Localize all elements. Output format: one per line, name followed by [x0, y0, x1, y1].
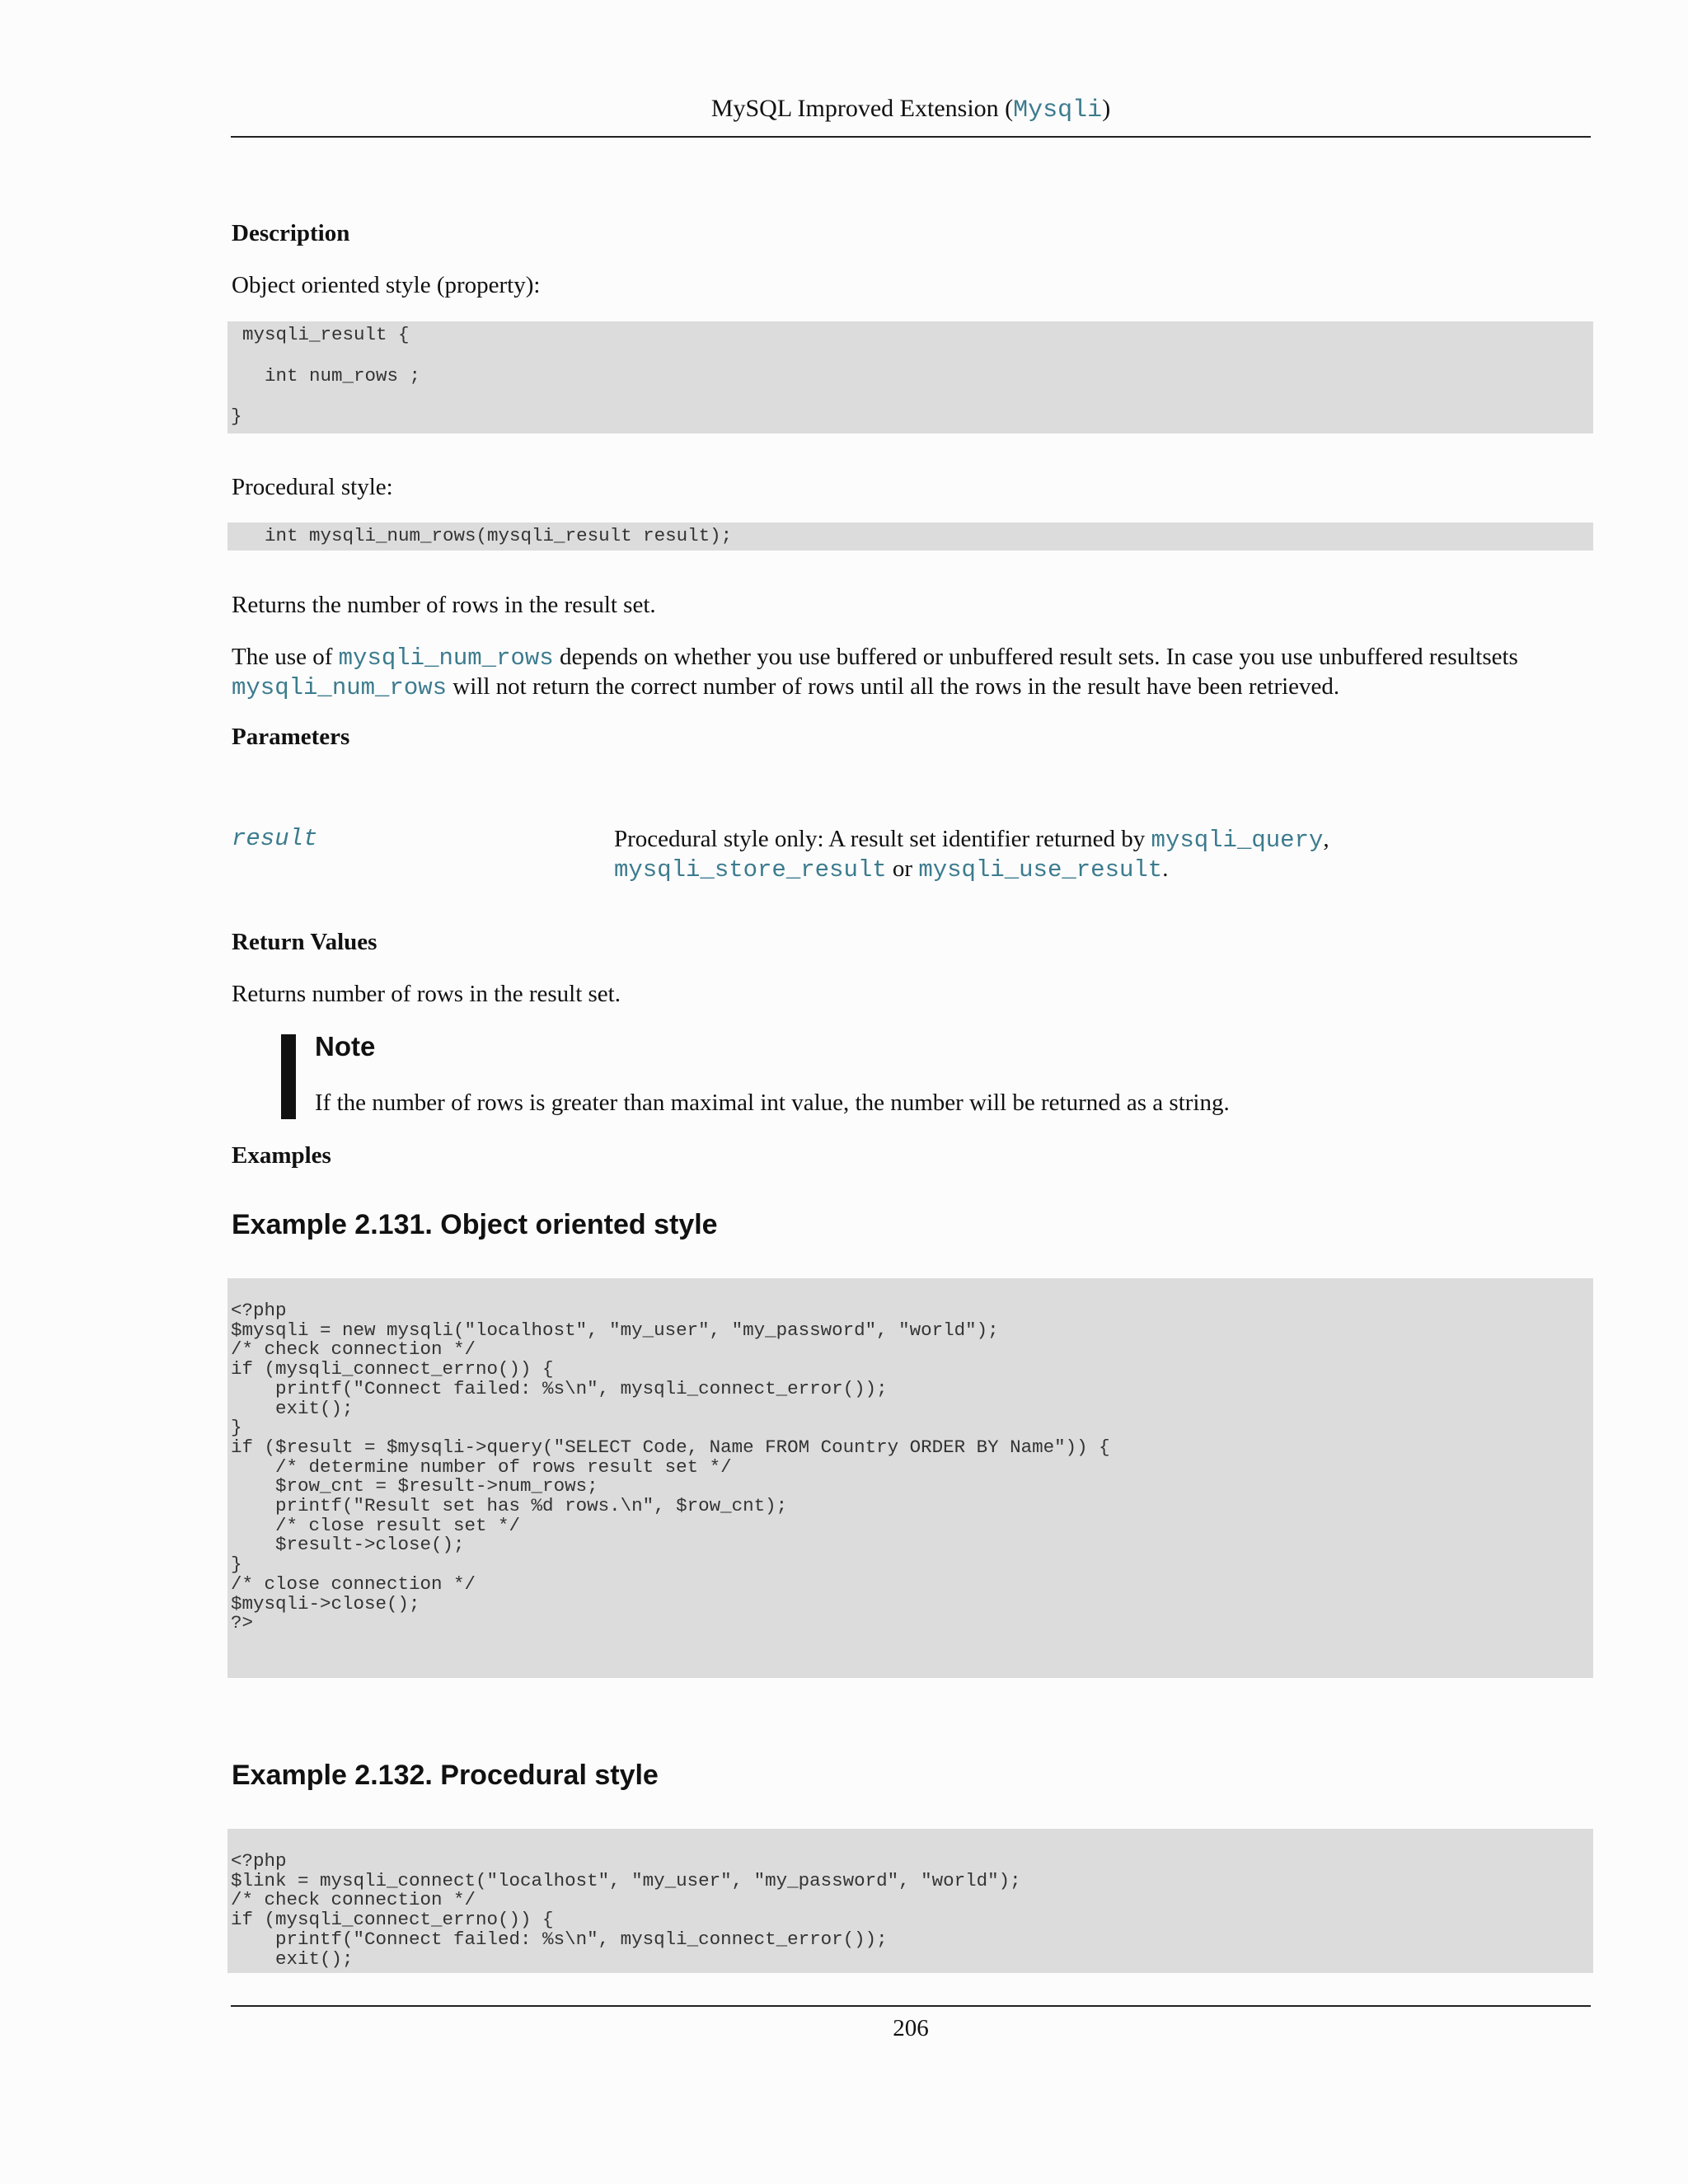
param-desc-text-2: , — [1323, 826, 1329, 852]
example-1-code-box — [227, 1278, 1593, 1678]
usage-text-1: The use of — [232, 644, 339, 670]
header-title-suffix: ) — [1102, 95, 1111, 122]
example-2-title: Example 2.132. Procedural style — [232, 1760, 659, 1791]
header-title-prefix: MySQL Improved Extension ( — [710, 95, 1014, 122]
param-desc-text-3: or — [886, 855, 919, 882]
usage-paragraph — [232, 643, 1592, 702]
param-desc-text-1: Procedural style only: A result set identifier returned by — [614, 826, 1151, 852]
param-desc-text-4: . — [1162, 855, 1169, 882]
footer-rule — [231, 2005, 1591, 2007]
oo-synopsis-box — [227, 321, 1593, 434]
oo-code-line-1: mysqli_result { — [242, 324, 410, 345]
page-number: 206 — [893, 2015, 929, 2041]
usage-link-num-rows-1[interactable]: mysqli_num_rows — [338, 644, 554, 672]
oo-code-line-3: } — [231, 405, 242, 427]
example-2-code-box — [227, 1829, 1593, 1973]
proc-code-line: int mysqli_num_rows(mysqli_result result); — [242, 525, 733, 546]
oo-code-line-2: int num_rows ; — [242, 365, 421, 387]
link-mysqli-store-result[interactable]: mysqli_store_result — [614, 856, 887, 883]
description-heading: Description — [232, 220, 350, 246]
header-rule — [231, 136, 1591, 138]
header-title-code: Mysqli — [1013, 96, 1103, 124]
note-title: Note — [315, 1031, 376, 1062]
example-1-code: <?php $mysqli = new mysqli("localhost", "my_user", "my_password", "world"); /* check connection */ if (mysqli_connect_errno()) { printf("Connect failed: %s\n", mysqli_connect_error()); exit(); } if ($result = $mysqli->query("SELECT Code, Name FROM Country ORDER BY Name")) { /* determine number of rows result set */ $row_cnt = $result->num_rows; printf("Result set has %d rows.\n", $row_cnt); /* close result set */ $result->close(); } /* close connection */ $mysqli->close(); ?> — [231, 1300, 1110, 1634]
procedural-style-label: Procedural style: — [232, 474, 393, 500]
parameters-heading: Parameters — [232, 724, 350, 750]
note-text: If the number of rows is greater than maximal int value, the number will be returned as a string. — [315, 1090, 1230, 1116]
proc-synopsis-box — [227, 523, 1593, 551]
example-2-code: <?php $link = mysqli_connect("localhost", "my_user", "my_password", "world"); /* check connection */ if (mysqli_connect_errno()) { printf("Connect failed: %s\n", mysqli_connect_error()); exit(); — [231, 1850, 1021, 1970]
param-name-result: result — [232, 825, 318, 852]
usage-text-3: will not return the correct number of rows until all the rows in the result have been retrieved. — [447, 673, 1340, 700]
usage-text-2: depends on whether you use buffered or unbuffered result sets. In case you use unbuffered resultsets — [553, 644, 1518, 670]
return-values-text: Returns number of rows in the result set. — [232, 981, 621, 1007]
returns-text: Returns the number of rows in the result set. — [232, 592, 656, 618]
oo-style-label: Object oriented style (property): — [232, 272, 541, 298]
page-header — [231, 92, 1591, 127]
note-bar — [281, 1034, 296, 1119]
param-description — [614, 825, 1562, 884]
examples-heading: Examples — [232, 1142, 331, 1169]
usage-link-num-rows-2[interactable]: mysqli_num_rows — [232, 674, 448, 701]
return-values-heading: Return Values — [232, 929, 377, 955]
link-mysqli-use-result[interactable]: mysqli_use_result — [918, 856, 1163, 883]
example-1-title: Example 2.131. Object oriented style — [232, 1209, 718, 1240]
link-mysqli-query[interactable]: mysqli_query — [1151, 827, 1324, 854]
